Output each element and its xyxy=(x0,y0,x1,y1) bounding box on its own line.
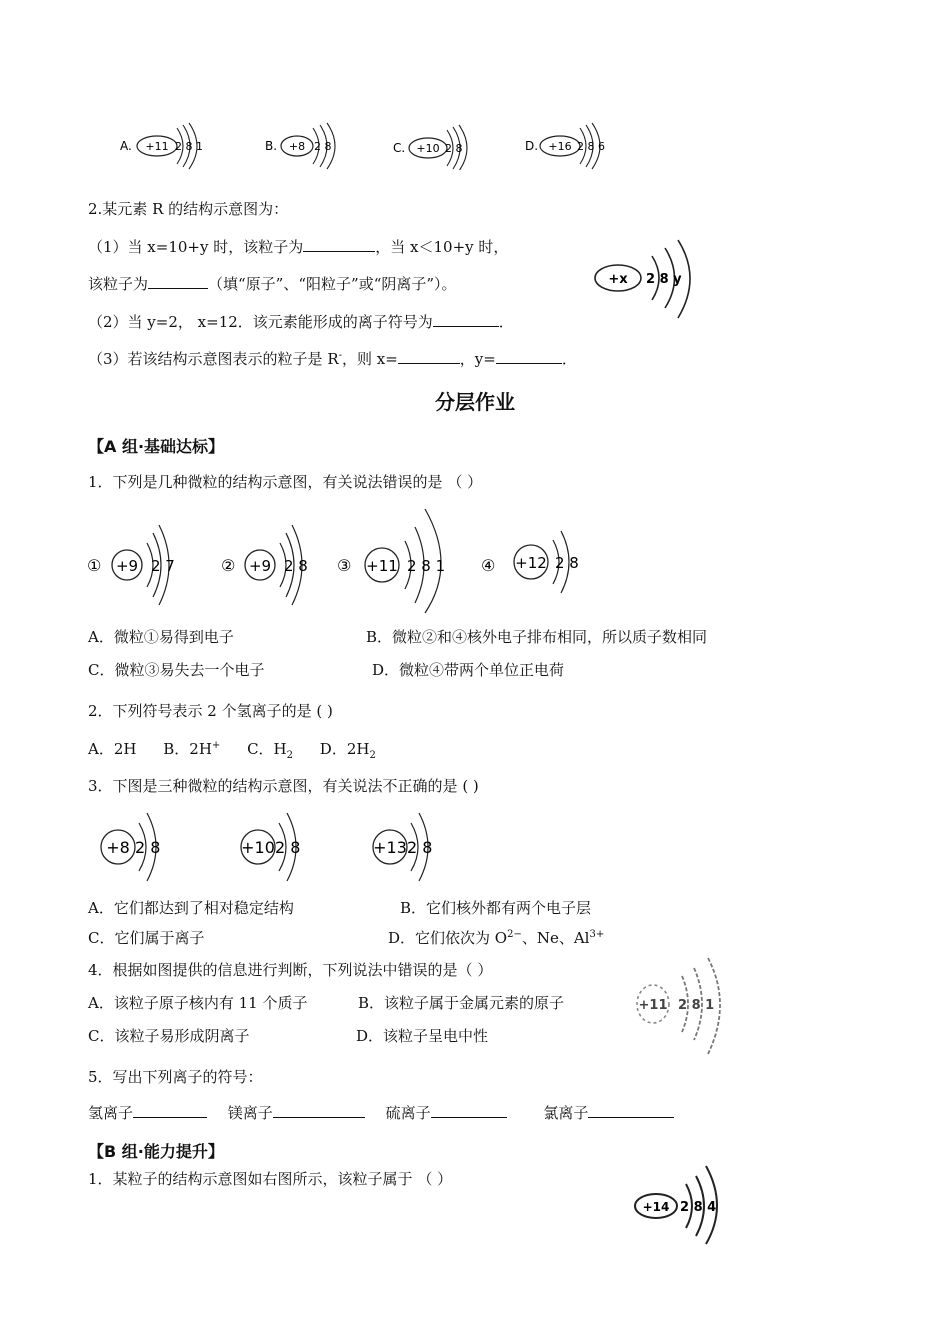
q2-part1-text-c: 该粒子为 xyxy=(88,275,149,293)
q2-shells: 2 8 y xyxy=(646,272,682,287)
q2-blank-2[interactable] xyxy=(148,274,208,289)
b-q1-nucleus: +14 xyxy=(642,1200,670,1214)
top-nucleus-a: +11 xyxy=(145,140,169,153)
a-q1-shells-2: 2 8 xyxy=(284,557,308,575)
a-q4-opt-d: D．该粒子呈电中性 xyxy=(356,1027,489,1045)
a-q2-opt-a: A．2H xyxy=(88,740,137,758)
a-q2-opt-c xyxy=(247,740,294,761)
a-q2-opt-d xyxy=(319,740,376,761)
a-q1-nucleus-2: +9 xyxy=(248,557,272,575)
a-q4-nucleus: +11 xyxy=(638,998,668,1013)
b-q1-stem: 1．某粒子的结构示意图如右图所示，该粒子属于 （ ） xyxy=(88,1170,453,1188)
a-q4-stem: 4．根据如图提供的信息进行判断，下列说法中错误的是（ ） xyxy=(88,961,493,979)
a-q1-opt-a: A．微粒①易得到电子 xyxy=(88,628,234,646)
a-q1-num-3: ③ xyxy=(337,556,352,575)
q2-part3-sup: - xyxy=(338,350,342,361)
a-q2-opt-d-sub: 2 xyxy=(369,750,376,761)
q2-part1-line xyxy=(88,236,508,257)
a-q5-blank-1[interactable] xyxy=(133,1103,207,1118)
a-q3-stem: 3．下图是三种微粒的结构示意图，有关说法不正确的是 ( ) xyxy=(88,777,479,795)
a-q1-nucleus-1: +9 xyxy=(115,557,139,575)
a-q3-opt-d-sup1: 2− xyxy=(507,929,522,940)
a-q1-num-2: ② xyxy=(221,556,236,575)
a-q3-opt-a: A．它们都达到了相对稳定结构 xyxy=(88,899,294,917)
a-q1-nucleus-4: +12 xyxy=(515,554,547,572)
a-q3-diagrams-svg xyxy=(95,805,455,887)
b-q1-diagram-svg xyxy=(632,1164,732,1246)
a-q5-item-2: 镁离子 xyxy=(227,1104,273,1122)
a-q3-opt-d-text-b: 、Ne、Al xyxy=(521,929,590,947)
top-diagrams-svg xyxy=(115,120,615,170)
q2-stem: 2.某元素 R 的结构示意图为： xyxy=(88,200,289,218)
section-a-heading: 【A 组·基础达标】 xyxy=(88,437,225,456)
section-b-heading: 【B 组·能力提升】 xyxy=(88,1142,224,1161)
q2-part3-text-c: ，y= xyxy=(459,350,496,368)
a-q1-opt-b: B．微粒②和④核外电子排布相同，所以质子数相同 xyxy=(366,628,708,646)
a-q1-shells-1: 2 7 xyxy=(151,557,175,575)
q2-part1-text-d: （填“原子”、“阳粒子”或“阴离子”）。 xyxy=(208,275,457,293)
q2-part3-text-b: ，则 x= xyxy=(342,350,398,368)
a-q1-opt-c: C．微粒③易失去一个电子 xyxy=(88,661,265,679)
a-q3-opt-d-sup2: 3+ xyxy=(589,929,605,940)
top-nucleus-b: +8 xyxy=(288,140,306,153)
a-q2-opt-b-text: B．2H xyxy=(163,740,212,758)
a-q2-opt-d-text: D．2H xyxy=(319,740,370,758)
a-q3-shells-3: 2 8 xyxy=(407,838,433,857)
a-q1-num-4: ④ xyxy=(481,556,496,575)
a-q1-shells-4: 2 8 xyxy=(555,554,579,572)
a-q1-opt-d: D．微粒④带两个单位正电荷 xyxy=(372,661,565,679)
a-q3-opt-d xyxy=(388,927,604,948)
a-q1-nucleus-3: +11 xyxy=(366,557,398,575)
q2-diagram-svg xyxy=(590,238,710,320)
a-q3-opt-c: C．它们属于离子 xyxy=(88,929,205,947)
a-q5-item-4: 氯离子 xyxy=(543,1104,589,1122)
q2-blank-y[interactable] xyxy=(496,349,562,364)
top-shells-a: 2 8 1 xyxy=(175,140,203,153)
q2-blank-1[interactable] xyxy=(303,237,375,252)
a-q5-blank-4[interactable] xyxy=(588,1103,674,1118)
q2-part1-text-a: （1）当 x=10+y 时，该粒子为 xyxy=(88,238,304,256)
a-q4-shells: 2 8 1 xyxy=(678,998,715,1013)
top-shells-b: 2 8 xyxy=(314,140,332,153)
top-label-a: A. xyxy=(120,139,132,153)
a-q4-opt-c: C．该粒子易形成阴离子 xyxy=(88,1027,250,1045)
top-label-c: C. xyxy=(393,141,406,155)
a-q4-diagram-svg xyxy=(632,956,732,1060)
q2-part3-line xyxy=(88,348,577,369)
a-q2-opt-c-sub: 2 xyxy=(286,750,294,761)
a-q1-stem: 1．下列是几种微粒的结构示意图，有关说法错误的是 （ ） xyxy=(88,473,483,491)
top-shells-d: 2 8 6 xyxy=(577,140,605,153)
q2-part2-text-a: （2）当 y=2， x=12．该元素能形成的离子符号为 xyxy=(88,313,433,331)
a-q3-nucleus-1: +8 xyxy=(106,838,130,857)
q2-blank-x[interactable] xyxy=(398,349,460,364)
a-q4-opt-b: B．该粒子属于金属元素的原子 xyxy=(358,994,565,1012)
a-q4-opt-a: A．该粒子原子核内有 11 个质子 xyxy=(88,994,308,1012)
q2-part2-line xyxy=(88,311,514,332)
top-label-d: D. xyxy=(525,139,539,153)
a-q3-opt-b: B．它们核外都有两个电子层 xyxy=(400,899,592,917)
top-label-b: B. xyxy=(265,139,278,153)
a-q3-nucleus-3: +13 xyxy=(373,838,407,857)
a-q5-blank-2[interactable] xyxy=(273,1103,365,1118)
a-q2-opt-b xyxy=(163,740,220,758)
a-q5-items xyxy=(88,1102,674,1123)
q2-part2-text-b: ． xyxy=(498,313,514,331)
q2-blank-3[interactable] xyxy=(433,312,499,327)
a-q5-item-1: 氢离子 xyxy=(88,1104,134,1122)
a-q1-diagrams-svg xyxy=(85,505,605,615)
b-q1-shells: 2 8 4 xyxy=(680,1200,717,1215)
a-q2-options xyxy=(88,738,376,761)
q2-nucleus: +x xyxy=(608,272,628,287)
a-q1-num-1: ① xyxy=(87,556,102,575)
a-q3-nucleus-2: +10 xyxy=(241,838,275,857)
top-shells-c: 2 8 xyxy=(445,142,463,155)
top-nucleus-c: +10 xyxy=(416,142,440,155)
a-q2-stem: 2．下列符号表示 2 个氢离子的是 ( ) xyxy=(88,702,333,720)
a-q3-opt-d-text-a: D．它们依次为 O xyxy=(388,929,508,947)
a-q5-item-3: 硫离子 xyxy=(385,1104,431,1122)
a-q5-blank-3[interactable] xyxy=(431,1103,507,1118)
q2-part3-text-d: ． xyxy=(561,350,577,368)
a-q1-shells-3: 2 8 1 xyxy=(407,557,446,575)
a-q2-opt-b-sup: + xyxy=(211,740,221,751)
q2-part3-text-a: （3）若该结构示意图表示的粒子是 R xyxy=(88,350,339,368)
a-q5-stem: 5．写出下列离子的符号： xyxy=(88,1068,263,1086)
top-nucleus-d: +16 xyxy=(548,140,572,153)
a-q2-opt-c-text: C．H xyxy=(247,740,287,758)
q2-part1-line2 xyxy=(88,273,457,294)
a-q3-shells-1: 2 8 xyxy=(135,838,161,857)
q2-part1-text-b: ，当 x＜10+y 时， xyxy=(375,238,509,256)
page-title: 分层作业 xyxy=(435,390,515,414)
a-q3-shells-2: 2 8 xyxy=(275,838,301,857)
